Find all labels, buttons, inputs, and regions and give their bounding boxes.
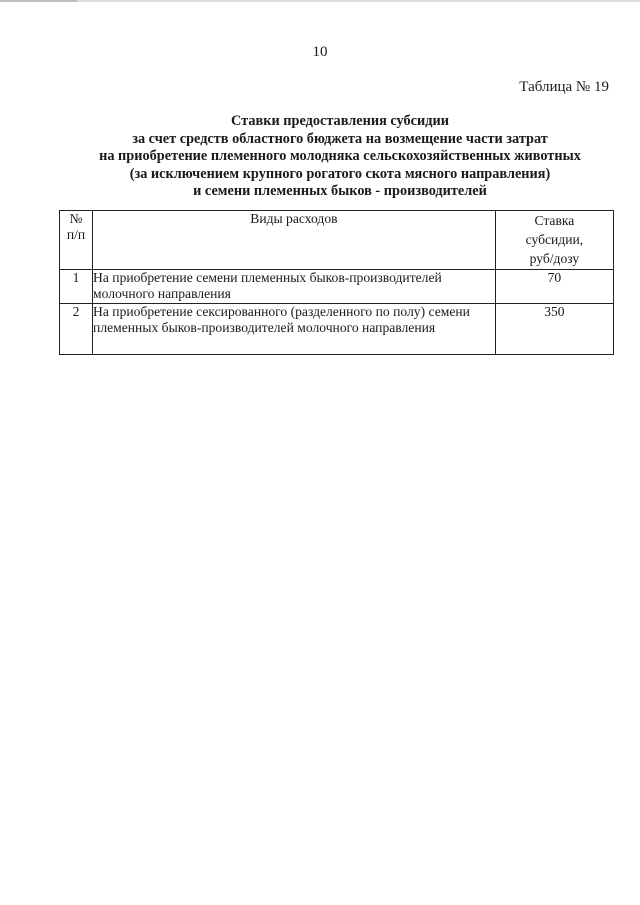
title-line: (за исключением крупного рогатого скота мясного направления): [129, 165, 551, 182]
header-rate-line: субсидии,: [525, 232, 584, 247]
title-line: Ставки предоставления субсидии: [231, 113, 449, 129]
row-number: 2: [60, 304, 93, 355]
header-rate-line: руб/дозу: [529, 251, 580, 266]
subsidy-rates-table: [59, 210, 614, 355]
document-title: [60, 113, 620, 201]
scan-top-edge: [0, 0, 640, 2]
row-number: 1: [60, 270, 93, 304]
row-rate: 350: [495, 304, 613, 355]
title-line: на приобретение племенного молодняка сельскохозяйственных животных: [99, 148, 581, 164]
page-number: 10: [312, 44, 328, 60]
header-number-sign: №: [69, 211, 83, 226]
header-subsidy-rate: [495, 211, 613, 270]
row-description: На приобретение семени племенных быков-производителей молочного направления: [93, 270, 496, 304]
title-line: и семени племенных быков - производителей: [193, 183, 487, 199]
title-line: за счет средств областного бюджета на возмещение части затрат: [132, 130, 548, 147]
table-row: [60, 270, 614, 304]
header-number-abbr: п/п: [66, 227, 86, 242]
header-expense-types: Виды расходов: [93, 211, 496, 270]
header-rate-line: Ставка: [534, 213, 575, 228]
table-header-row: [60, 211, 614, 270]
row-description: На приобретение сексированного (разделенного по полу) семени племенных быков-производителей молочного направления: [93, 304, 496, 355]
row-rate: 70: [495, 270, 613, 304]
header-row-number: [60, 211, 93, 270]
table-row: [60, 304, 614, 355]
table-number-label: Таблица № 19: [519, 79, 609, 95]
